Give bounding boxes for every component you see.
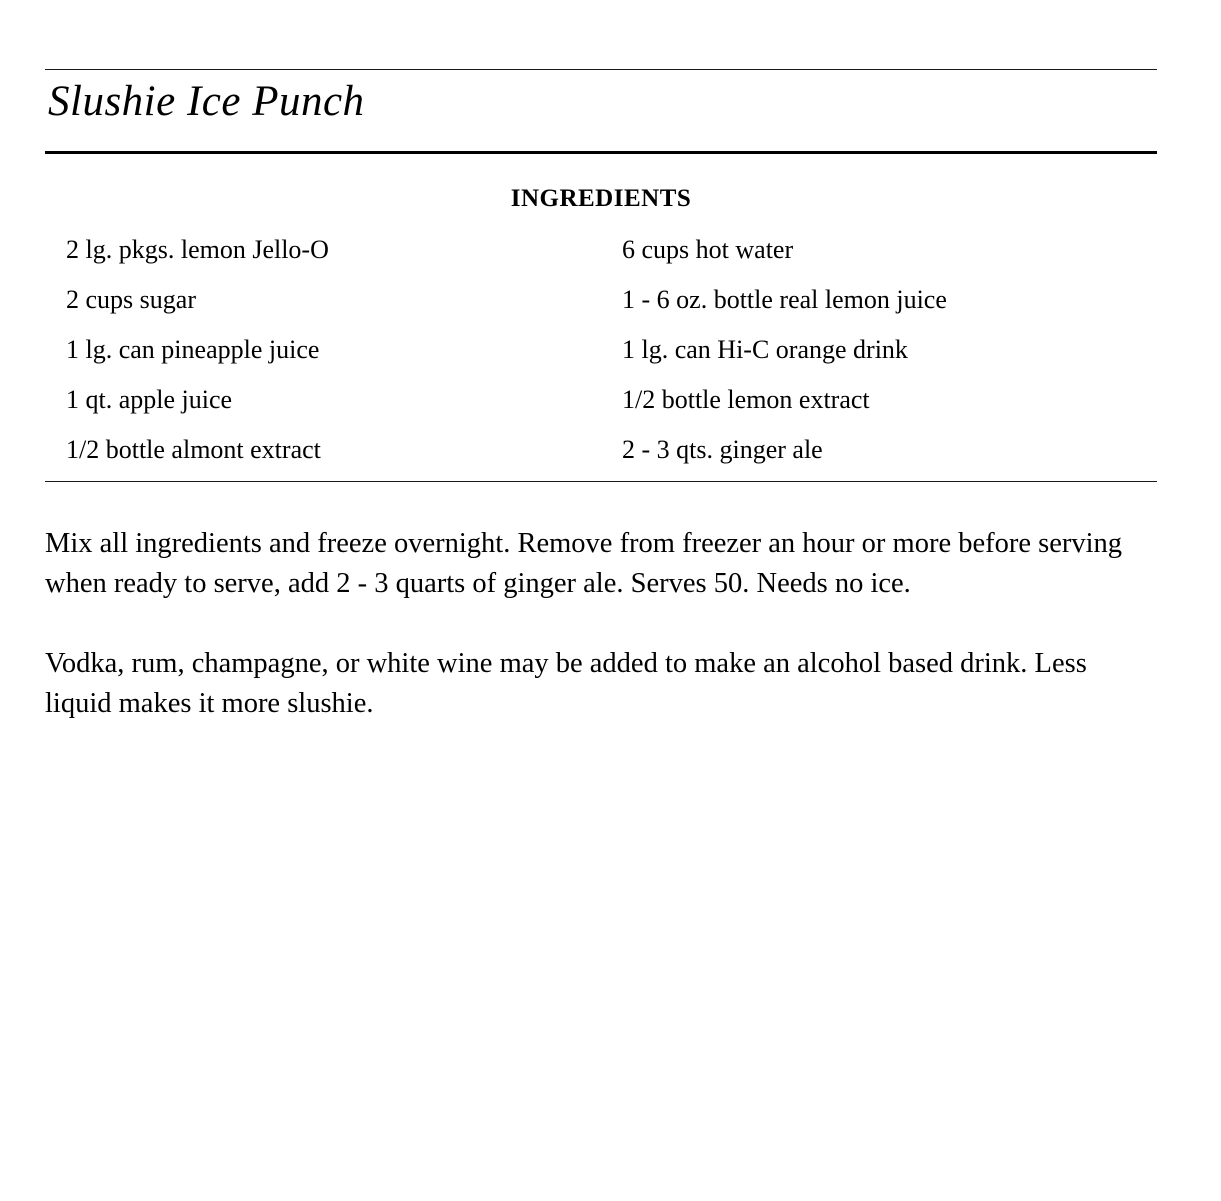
ingredient-item: 2 cups sugar: [66, 285, 196, 315]
ingredient-item: 1 - 6 oz. bottle real lemon juice: [622, 285, 947, 315]
ingredient-item: 1 qt. apple juice: [66, 385, 233, 415]
instructions-paragraph: Mix all ingredients and freeze overnight. Remove from freezer an hour or more before serving when ready to serve, add 2 - 3 quarts of ginger ale. Serves 50. Needs no ice.: [45, 528, 1123, 600]
title-divider-rule: [45, 151, 1157, 154]
ingredient-row: [45, 225, 1157, 275]
ingredient-item: 2 lg. pkgs. lemon Jello-O: [66, 235, 329, 265]
ingredients-heading: INGREDIENTS: [510, 185, 692, 213]
ingredient-item: 6 cups hot water: [622, 235, 794, 265]
page-title: Slushie Ice Punch: [48, 78, 365, 125]
ingredient-row: [45, 375, 1157, 425]
ingredient-item: 1 lg. can pineapple juice: [66, 335, 320, 365]
ingredient-row: [45, 275, 1157, 325]
ingredient-item: 1/2 bottle almont extract: [66, 435, 321, 465]
ingredient-item: 2 - 3 qts. ginger ale: [622, 435, 823, 465]
ingredient-item: 1/2 bottle lemon extract: [622, 385, 870, 415]
ingredient-row: [45, 425, 1157, 475]
recipe-content: [45, 69, 1157, 724]
ingredient-item: 1 lg. can Hi-C orange drink: [622, 335, 908, 365]
instructions-paragraph: Vodka, rum, champagne, or white wine may be added to make an alcohol based drink. Less liquid makes it more slushie.: [45, 648, 1087, 720]
instructions-section: [45, 524, 1157, 724]
ingredients-table: [45, 225, 1157, 475]
top-rule: [45, 69, 1157, 70]
ingredient-row: [45, 325, 1157, 375]
ingredients-bottom-rule: [45, 481, 1157, 482]
